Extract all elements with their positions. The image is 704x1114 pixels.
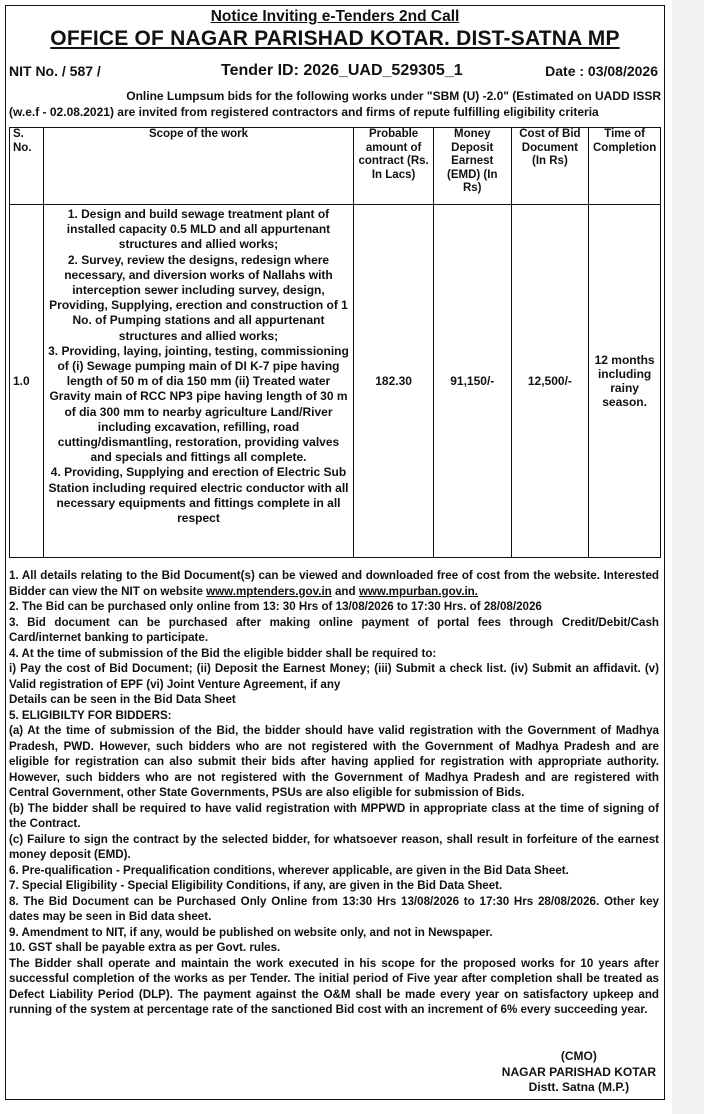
nit-row (6, 63, 664, 83)
tender-notice (5, 5, 665, 1100)
col-header-scope: Scope of the work (43, 128, 354, 205)
cell-sno: 1.0 (10, 205, 44, 558)
note-6: 6. Pre-qualification - Prequalification conditions, wherever applicable, are given in the Bid Data Sheet. (9, 863, 569, 877)
intro-line-2: (w.e.f - 02.08.2021) are invited from registered contractors and firms of repute fulfilling eligibility criteria (9, 105, 599, 119)
signature-office: NAGAR PARISHAD KOTAR (501, 1064, 656, 1079)
table-header-row (10, 128, 661, 205)
scope-item-2: 2. Survey, review the designs, redesign where necessary, and diversion works of Nallahs with interception sewer including survey, design, Providing, Supplying, erection and construction of 1 No. of Pumping stations and all appurtenant structures and allied works; (49, 252, 348, 343)
note-8: 8. The Bid Document can be Purchased Only Online from 13:30 Hrs 13/08/2026 to 17:30 Hrs 28/08/2026. Other key dates may be seen in Bid data sheet. (9, 894, 659, 923)
cell-cost: 12,500/- (511, 205, 589, 558)
col-header-emd: Money Deposit Earnest (EMD) (In Rs) (433, 128, 511, 205)
note-4-details: Details can be seen in the Bid Data Sheet (9, 693, 236, 706)
note-4-items: i) Pay the cost of Bid Document; (ii) Deposit the Earnest Money; (iii) Submit a check list. (iv) Submit an affidavit. (v) Valid registration of EPF (vi) Joint Venture Agreement, if any (9, 662, 659, 691)
table-row (10, 205, 661, 558)
note-1-text: 1. All details relating to the Bid Document(s) can be viewed and downloaded free of cost from the website. Interested Bidder can view the NIT on website (9, 569, 659, 598)
tender-id: Tender ID: 2026_UAD_529305_1 (221, 62, 463, 79)
col-header-time: Time of Completion (589, 128, 661, 205)
notice-title: Notice Inviting e-Tenders 2nd Call (210, 8, 460, 25)
note-3: 3. Bid document can be purchased after making online payment of portal fees through Credit/Debit/Cash Card/internet banking to participate. (9, 615, 659, 644)
nit-number: NIT No. / 587 / (9, 63, 101, 79)
col-header-cost: Cost of Bid Document (In Rs) (511, 128, 589, 205)
note-1 (9, 568, 659, 599)
signature-district: Distt. Satna (M.P.) (528, 1080, 630, 1094)
notice-date: Date : 03/08/2026 (545, 63, 658, 79)
mpurban-link[interactable]: www.mpurban.gov.in. (358, 584, 478, 598)
col-header-amount: Probable amount of contract (Rs. In Lacs) (354, 128, 434, 205)
mptenders-link[interactable]: www.mptenders.gov.in (206, 584, 332, 598)
col-header-sno: S. No. (10, 128, 44, 205)
note-5: 5. ELIGIBILTY FOR BIDDERS: (9, 708, 172, 722)
cell-time: 12 months including rainy season. (589, 205, 661, 558)
note-4: 4. At the time of submission of the Bid the eligible bidder shall be required to: (9, 646, 437, 660)
scope-item-3: 3. Providing, laying, jointing, testing, commissioning of (i) Sewage pumping main of DI K-7 pipe having length of 50 m of dia 150 mm (ii) Treated water Gravity main of RCC NP3 pipe having length of 30 m of dia 300 mm to nearby agriculture Land/River including excavation, refilling, road cutting/dismantling, restoration, providing valves and specials and fittings all complete. (48, 343, 349, 465)
note-5b: (b) The bidder shall be required to have valid registration with MPPWD in appropriate class at the time of signing of the Contract. (9, 801, 659, 830)
scope-item-1: 1. Design and build sewage treatment plant of installed capacity 0.5 MLD and all appurtenant structures and allied works; (66, 207, 331, 252)
intro-text (9, 88, 661, 120)
works-table (9, 127, 661, 558)
note-2: 2. The Bid can be purchased only online from 13: 30 Hrs of 13/08/2026 to 17:30 Hrs. of 28/08/2026 (9, 600, 542, 613)
terms-section (9, 568, 659, 1018)
note-10: 10. GST shall be payable extra as per Govt. rules. (9, 941, 281, 954)
note-5c: (c) Failure to sign the contract by the selected bidder, for whatsoever reason, shall result in forfeiture of the earnest money deposit (EMD). (9, 832, 659, 861)
signature-cmo: (CMO) (560, 1049, 597, 1063)
note-om: The Bidder shall operate and maintain the work executed in his scope for the proposed works for 10 years after successful completion of the works as per Tender. The initial period of Five year after completion shall be treated as Defect Liability Period (DLP). The payment against the O&M shall be made every year on satisfactory upkeep and running of the system at percentage rate of the sanctioned Bid cost with an increment of 6% every succeeding year. (9, 956, 659, 1016)
note-1-and: and (331, 584, 359, 598)
note-5a: (a) At the time of submission of the Bid, the bidder should have valid registration with the Government of Madhya Pradesh, PWD. However, such bidders who are not registered with the Government of Madhya Pradesh and are eligible for registration can also submit their bids after having applied for registration with appropriate authority. However, such bidders who are not registered with the Government of Madhya Pradesh and are registered with Central Government, other State Governments, PSUs are also eligible for submission of Bids. (9, 724, 659, 799)
cell-amount: 182.30 (354, 205, 434, 558)
office-title: OFFICE OF NAGAR PARISHAD KOTAR. DIST-SATNA MP (50, 27, 620, 50)
note-9: 9. Amendment to NIT, if any, would be published on website only, and not in Newspaper. (9, 925, 493, 939)
intro-line-1: Online Lumpsum bids for the following works under "SBM (U) -2.0" (Estimated on UADD ISSR (126, 89, 661, 103)
cell-scope (43, 205, 354, 558)
scope-item-4: 4. Providing, Supplying and erection of Electric Sub Station including required electric conductor with all necessary equipments and fittings complete in all respect (48, 465, 349, 526)
cell-emd: 91,150/- (433, 205, 511, 558)
note-7: 7. Special Eligibility - Special Eligibility Conditions, if any, are given in the Bid Data Sheet. (9, 879, 503, 892)
signature-block (502, 1049, 656, 1096)
